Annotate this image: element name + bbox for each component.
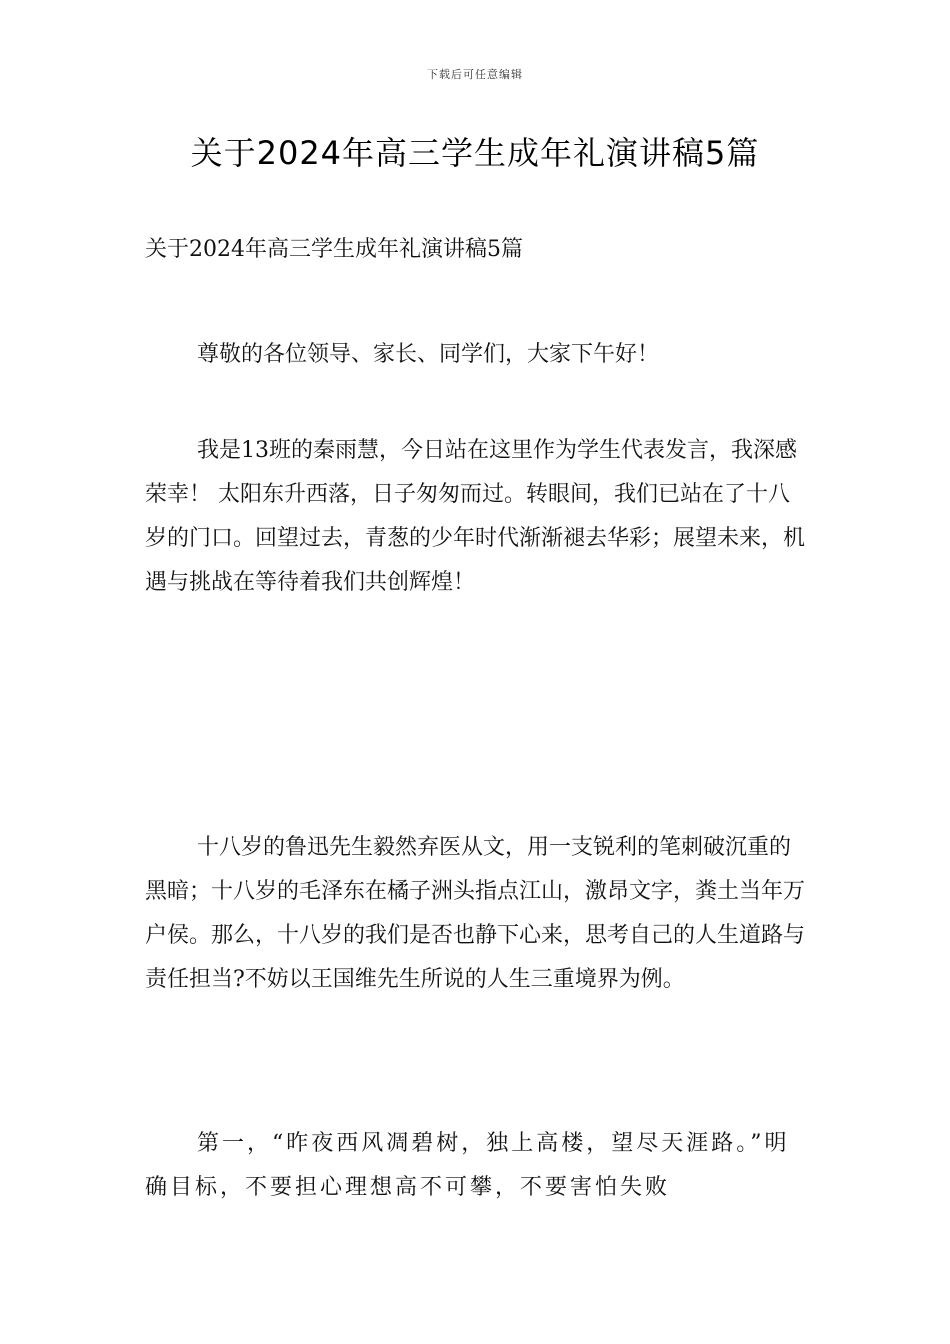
body-paragraph: 十八岁的鲁迅先生毅然弃医从文，用一支锐利的笔刺破沉重的黑暗；十八岁的毛泽东在橘子洲头指点江山，激昂文字，粪土当年万户侯。那么，十八岁的我们是否也静下心来，思考自己的人生道路与责任担当?不妨以王国维先生所说的人生三重境界为例。 (145, 835, 806, 992)
greeting-paragraph: 尊敬的各位领导、家长、同学们，大家下午好！ (197, 342, 660, 367)
body-paragraph: 我是13班的秦雨慧，今日站在这里作为学生代表发言，我深感荣幸！ 太阳东升西落，日子匆匆而过。转眼间，我们已站在了十八岁的门口。回望过去，青葱的少年时代渐渐褪去华彩；展望未来，机遇与挑战在等待着我们共创辉煌！ (145, 438, 806, 595)
body-paragraph: 第一，“昨夜西风凋碧树，独上高楼，望尽天涯路。”明确目标，不要担心理想高不可攀，不要害怕失败 (145, 1131, 790, 1200)
document-subtitle: 关于2024年高三学生成年礼演讲稿5篇 (145, 237, 523, 262)
header-note: 下载后可任意编辑 (427, 68, 523, 81)
document-title: 关于2024年高三学生成年礼演讲稿5篇 (190, 134, 760, 172)
